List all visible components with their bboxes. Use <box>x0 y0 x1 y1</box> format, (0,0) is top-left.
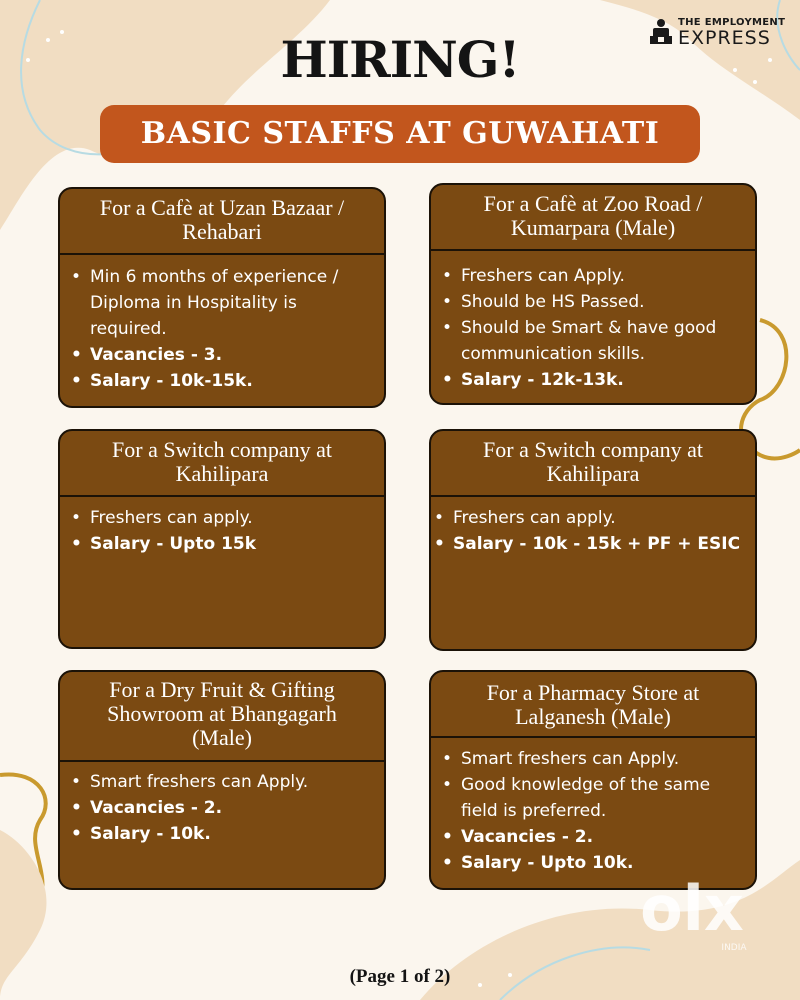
bullet-item: • Good knowledge of the same <box>461 772 747 798</box>
bullet-item: • Salary - Upto 15k <box>90 531 376 557</box>
heading-line: (Male) <box>192 725 252 750</box>
logo-brand-text: EXPRESS <box>678 27 771 49</box>
card-heading <box>431 185 755 251</box>
bullet-item-cont: field is preferred. <box>461 801 607 821</box>
card-heading <box>60 672 384 762</box>
bullet-item: • Vacancies - 3. <box>90 342 376 368</box>
heading-line: Kahilipara <box>175 461 269 486</box>
job-card-cafe-zoo-road <box>429 183 757 405</box>
bullet-item: • Salary - 10k. <box>90 821 376 847</box>
bullet-item: • Freshers can Apply. <box>461 263 747 289</box>
bullet-item: • Smart freshers can Apply. <box>461 746 747 772</box>
job-card-dry-fruit-showroom <box>58 670 386 890</box>
bullet-item: • Min 6 months of experience / <box>90 264 376 290</box>
olx-watermark-subtext: INDIA <box>721 943 747 953</box>
poster-banner: BASIC STAFFS AT GUWAHATI <box>100 105 700 163</box>
bullet-item: • Vacancies - 2. <box>461 824 747 850</box>
logo-top-text: THE EMPLOYMENT <box>678 17 786 28</box>
job-card-switch-company-2 <box>429 429 757 651</box>
card-heading <box>431 431 755 497</box>
bullet-item: • Smart freshers can Apply. <box>90 769 376 795</box>
bullet-item-cont: Diploma in Hospitality is <box>90 293 297 313</box>
bullet-item: • Freshers can apply. <box>90 505 376 531</box>
bullet-item: • Should be Smart & have good <box>461 315 747 341</box>
heading-line: Kahilipara <box>546 461 640 486</box>
card-heading <box>431 672 755 738</box>
bullet-item: • Salary - 12k-13k. <box>461 367 747 393</box>
heading-line: For a Switch company at <box>483 437 703 462</box>
heading-line: For a Switch company at <box>112 437 332 462</box>
bullet-item: • Should be HS Passed. <box>461 289 747 315</box>
card-bullets <box>60 505 384 557</box>
heading-line: Lalganesh (Male) <box>515 704 671 729</box>
card-heading <box>60 189 384 255</box>
bullet-item-cont: required. <box>90 319 167 339</box>
bullet-item: • Salary - Upto 10k. <box>461 850 747 876</box>
card-bullets <box>60 769 384 847</box>
job-card-pharmacy-store <box>429 670 757 890</box>
bullet-item: • Salary - 10k-15k. <box>90 368 376 394</box>
card-bullets <box>431 505 755 557</box>
page-indicator: (Page 1 of 2) <box>349 966 451 987</box>
heading-line: Kumarpara (Male) <box>510 215 676 240</box>
heading-line: For a Dry Fruit & Gifting <box>109 677 335 702</box>
card-bullets <box>431 746 755 876</box>
heading-line: For a Cafè at Uzan Bazaar / <box>99 195 345 220</box>
job-card-switch-company-1 <box>58 429 386 649</box>
card-bullets <box>431 263 755 393</box>
heading-line: Showroom at Bhangagarh <box>107 701 337 726</box>
card-bullets <box>60 264 384 394</box>
heading-line: Rehabari <box>182 219 262 244</box>
bullet-item: • Vacancies - 2. <box>90 795 376 821</box>
heading-line: For a Cafè at Zoo Road / <box>483 191 703 216</box>
bullet-item: • Freshers can apply. <box>453 505 747 531</box>
olx-watermark <box>612 868 772 958</box>
olx-watermark-text: olx <box>640 872 744 945</box>
job-card-cafe-uzan-bazaar <box>58 187 386 408</box>
bullet-item: • Salary - 10k - 15k + PF + ESIC <box>453 531 747 557</box>
card-heading <box>60 431 384 497</box>
heading-line: For a Pharmacy Store at <box>486 680 700 705</box>
bullet-item-cont: communication skills. <box>461 344 646 364</box>
poster-title: HIRING! <box>280 30 520 89</box>
